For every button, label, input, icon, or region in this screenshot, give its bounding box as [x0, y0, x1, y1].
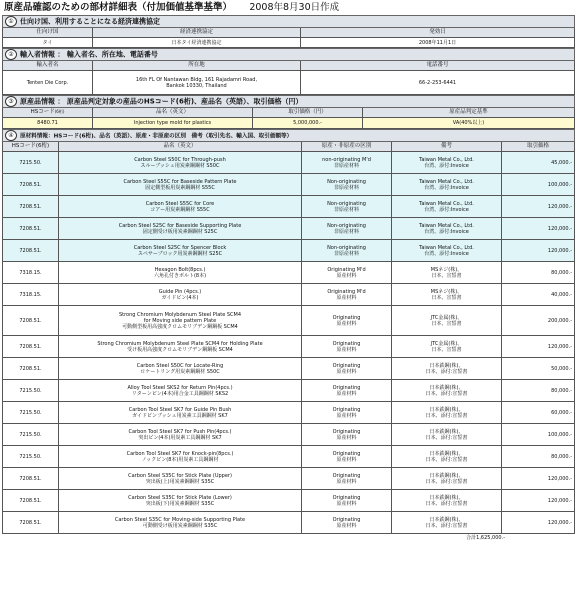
col-criterion: 原産品判定基準 — [363, 108, 575, 118]
material-price: 120,000.- — [502, 468, 575, 490]
address-value: 16th FL Of Nantawan Bldg, 161 Rajadamri Road, Bankok 10330, Thailand — [93, 71, 301, 95]
material-row — [3, 218, 575, 240]
materials-body — [3, 152, 575, 534]
origin-status: Non-originating 非原産材料 — [302, 240, 392, 262]
origin-status: Originating 原産材料 — [302, 424, 392, 446]
material-name: Alloy Tool Steel SKS2 for Return Pin(4pcs.) リターンピン(4本)用合金工具鋼鋼材 SKS2 — [59, 380, 302, 402]
section2-header: ② 輸入者情報 ： 輸入者名、所在地、電話番号 — [3, 49, 575, 61]
material-hs-code: 7208.51. — [3, 196, 59, 218]
material-hs-code: 7215.50. — [3, 152, 59, 174]
effective-date-value: 2008年11月1日 — [301, 38, 575, 48]
material-hs-code: 7215.50. — [3, 380, 59, 402]
material-hs-code: 7215.50. — [3, 402, 59, 424]
material-row — [3, 446, 575, 468]
material-name: Carbon Steel S50C for Through-push スルーブッシュ用炭素鋼鋼材 S50C — [59, 152, 302, 174]
material-price: 100,000.- — [502, 174, 575, 196]
material-row — [3, 490, 575, 512]
origin-status: Originating 原産材料 — [302, 490, 392, 512]
material-price: 120,000.- — [502, 490, 575, 512]
material-name: Carbon Steel S50C for Locate-Ring ロケートリング用炭素鋼鋼材 S50C — [59, 358, 302, 380]
material-remarks: 日本鉄鋼(株)、 日本、添付:宣誓書 — [392, 490, 502, 512]
document-page — [2, 1, 575, 604]
material-hs-code: 7208.51. — [3, 240, 59, 262]
material-price: 60,000.- — [502, 402, 575, 424]
material-price: 80,000.- — [502, 446, 575, 468]
criterion-value: VA(40%以上) — [363, 118, 575, 129]
agreement-value: 日本タイ経済連携協定 — [93, 38, 301, 48]
section3-table — [2, 95, 575, 129]
material-remarks: Taiwan Metal Co., Ltd. 台湾、添付:Invoice — [392, 240, 502, 262]
material-remarks: Taiwan Metal Co., Ltd. 台湾、添付:Invoice — [392, 196, 502, 218]
destination-value: タイ — [3, 38, 93, 48]
material-price: 120,000.- — [502, 512, 575, 534]
material-row — [3, 468, 575, 490]
origin-status: Originating 原産材料 — [302, 512, 392, 534]
total-amount: 合計1,625,000.- — [466, 535, 505, 541]
material-row — [3, 306, 575, 336]
material-remarks: Taiwan Metal Co., Ltd. 台湾、添付:Invoice — [392, 218, 502, 240]
product-price-value: 5,000,000.- — [253, 118, 363, 129]
col-origin-status: 原産・非原産の区別 — [302, 142, 392, 152]
material-price: 50,000.- — [502, 358, 575, 380]
material-name: Carbon Steel S25C for Spencer Block スペサーブロック用炭素鋼鋼材 S25C — [59, 240, 302, 262]
material-hs-code: 7208.51. — [3, 468, 59, 490]
material-name: Strong Chromium Molybdenum Steel Plate SCM4 for Moving side pattern Plate 可動側型板用高強度クロムモリブデン鋼鋼板 SCM4 — [59, 306, 302, 336]
material-name: Carbon Steel S35C for Moving-side Supporting Plate 可動側受け板用炭素鋼鋼材 S35C — [59, 512, 302, 534]
material-price: 80,000.- — [502, 262, 575, 284]
material-name: Carbon Tool Steel SK7 for Knock-pin(8pcs.) ノックピン(8本)用炭素工具鋼鋼材 — [59, 446, 302, 468]
section2-table — [2, 48, 575, 95]
col-effective-date: 発効日 — [301, 28, 575, 38]
product-name-value: Injection type mold for plastics — [93, 118, 253, 129]
origin-status: Originating 原産材料 — [302, 380, 392, 402]
material-row — [3, 240, 575, 262]
material-hs-code: 7208.51. — [3, 336, 59, 358]
material-price: 100,000.- — [502, 424, 575, 446]
material-name: Carbon Steel S35C for Stick Plate (Lower) 突出板(下)用炭素鋼鋼材 S35C — [59, 490, 302, 512]
material-name: Carbon Steel S55C for Baseside Pattern Plate 固定側型板用炭素鋼鋼材 S55C — [59, 174, 302, 196]
material-hs-code: 7215.50. — [3, 424, 59, 446]
importer-value: Tenten Die Corp. — [3, 71, 93, 95]
material-price: 200,000.- — [502, 306, 575, 336]
material-hs-code: 7208.51. — [3, 490, 59, 512]
material-remarks: 日本鉄鋼(株)、 日本、添付:宣誓書 — [392, 512, 502, 534]
section4-header: ④ 原材料情報：HSコード(6桁)、品名（英語）、原産・非原産の区別 備考（取引先名、輸入国、取引価額等） — [3, 130, 575, 142]
material-hs-code: 7318.15. — [3, 284, 59, 306]
material-row — [3, 284, 575, 306]
material-row — [3, 512, 575, 534]
col-agreement: 経済連携協定 — [93, 28, 301, 38]
material-name: Guide Pin (4pcs.) ガイドピン(4本) — [59, 284, 302, 306]
material-row — [3, 196, 575, 218]
material-remarks: 日本鉄鋼(株)、 日本、添付:宣誓書 — [392, 468, 502, 490]
material-remarks: 日本鉄鋼(株)、 日本、添付:宣誓書 — [392, 402, 502, 424]
material-name: Carbon Steel S55C for Core コアー用炭素鋼鋼材 S55C — [59, 196, 302, 218]
col-material-price: 取引価格 — [502, 142, 575, 152]
material-name: Carbon Steel S25C for Baseside Supporting Plate 固定側受け板用炭素鋼鋼材 S25C — [59, 218, 302, 240]
origin-status: Originating 原産材料 — [302, 336, 392, 358]
creation-date: 2008年8月30日作成 — [249, 2, 340, 13]
material-name: Carbon Steel S35C for Stick Plate (Upper) 突出板(上)用炭素鋼鋼材 S35C — [59, 468, 302, 490]
product-hs-value: 8480.71 — [3, 118, 93, 129]
material-remarks: MSネジ(株)、 日本、宣誓書 — [392, 262, 502, 284]
material-name: Strong Chromium Molybdenum Steel Plate SCM4 for Holding Plate 受け板用高強度クロムモリブデン鋼鋼板 SCM4 — [59, 336, 302, 358]
origin-status: Originating 原産材料 — [302, 446, 392, 468]
col-product-name: 品名（英文） — [93, 108, 253, 118]
material-hs-code: 7208.51. — [3, 358, 59, 380]
col-remarks: 備考 — [392, 142, 502, 152]
material-name: Hexagon Bolt(8pcs.) 六角孔付きボルト(8本) — [59, 262, 302, 284]
col-hs-code: HSコード(6桁) — [3, 108, 93, 118]
material-hs-code: 7215.50. — [3, 446, 59, 468]
col-importer: 輸入者名 — [3, 61, 93, 71]
origin-status: Originating M'd 原産材料 — [302, 262, 392, 284]
material-row — [3, 380, 575, 402]
material-hs-code: 7208.51. — [3, 174, 59, 196]
col-phone: 電話番号 — [301, 61, 575, 71]
phone-value: 66-2-253-6441 — [301, 71, 575, 95]
title-text: 原産品確認のための部材詳細表（付加価値基準基準） — [4, 2, 233, 13]
material-remarks: JTC金属(株)、 日本、宣誓書 — [392, 336, 502, 358]
col-destination: 仕向け国 — [3, 28, 93, 38]
material-hs-code: 7208.51. — [3, 512, 59, 534]
origin-status: Non-originating 非原産材料 — [302, 196, 392, 218]
material-remarks: Taiwan Metal Co., Ltd. 台湾、添付:Invoice — [392, 152, 502, 174]
material-remarks: Taiwan Metal Co., Ltd. 台湾、添付:Invoice — [392, 174, 502, 196]
origin-status: Originating 原産材料 — [302, 402, 392, 424]
section1-header: ① 仕向け国、利用することになる経済連携協定 — [3, 16, 575, 28]
material-row — [3, 402, 575, 424]
material-name: Carbon Tool Steel SK7 for Guide Pin Bush ガイドピンブッシュ用炭素工具鋼鋼材 SK7 — [59, 402, 302, 424]
material-price: 40,000.- — [502, 284, 575, 306]
material-price: 80,000.- — [502, 380, 575, 402]
section1-table — [2, 15, 575, 48]
material-remarks: 日本鉄鋼(株)、 日本、添付:宣誓書 — [392, 358, 502, 380]
material-price: 45,000.- — [502, 152, 575, 174]
material-price: 120,000.- — [502, 196, 575, 218]
material-remarks: 日本鉄鋼(株)、 日本、添付:宣誓書 — [392, 380, 502, 402]
origin-status: Non-originating 非原産材料 — [302, 218, 392, 240]
origin-status: Originating 原産材料 — [302, 306, 392, 336]
material-row — [3, 336, 575, 358]
material-price: 120,000.- — [502, 218, 575, 240]
material-row — [3, 152, 575, 174]
origin-status: Originating 原産材料 — [302, 358, 392, 380]
material-remarks: 日本鉄鋼(株)、 日本、添付:宣誓書 — [392, 446, 502, 468]
origin-status: non-originating M'd 非原産材料 — [302, 152, 392, 174]
material-row — [3, 424, 575, 446]
section4-table — [2, 129, 575, 534]
material-remarks: JTC金属(株)、 日本、宣誓書 — [392, 306, 502, 336]
origin-status: Non-originating 非原産材料 — [302, 174, 392, 196]
page-title — [2, 1, 575, 15]
material-hs-code: 7318.15. — [3, 262, 59, 284]
origin-status: Originating M'd 原産材料 — [302, 284, 392, 306]
col-address: 所在地 — [93, 61, 301, 71]
material-price: 120,000.- — [502, 336, 575, 358]
material-hs-code: 7208.51. — [3, 306, 59, 336]
col-material-hs: HSコード(6桁) — [3, 142, 59, 152]
material-remarks: 日本鉄鋼(株)、 日本、添付:宣誓書 — [392, 424, 502, 446]
material-price: 120,000.- — [502, 240, 575, 262]
section3-header: ③ 原産品情報 ： 原産品判定対象の産品のHSコード(6桁)、産品名（英語）、取引価格（円） — [3, 96, 575, 108]
col-price: 取引価格（円） — [253, 108, 363, 118]
material-remarks: MSネジ(株)、 日本、宣誓書 — [392, 284, 502, 306]
col-material-name: 品名（英文） — [59, 142, 302, 152]
origin-status: Originating 原産材料 — [302, 468, 392, 490]
material-name: Carbon Tool Steel SK7 for Push Pin(4pcs.) 突出ピン(4本)用炭素工具鋼鋼材 SK7 — [59, 424, 302, 446]
material-row — [3, 174, 575, 196]
material-hs-code: 7208.51. — [3, 218, 59, 240]
material-row — [3, 358, 575, 380]
material-row — [3, 262, 575, 284]
